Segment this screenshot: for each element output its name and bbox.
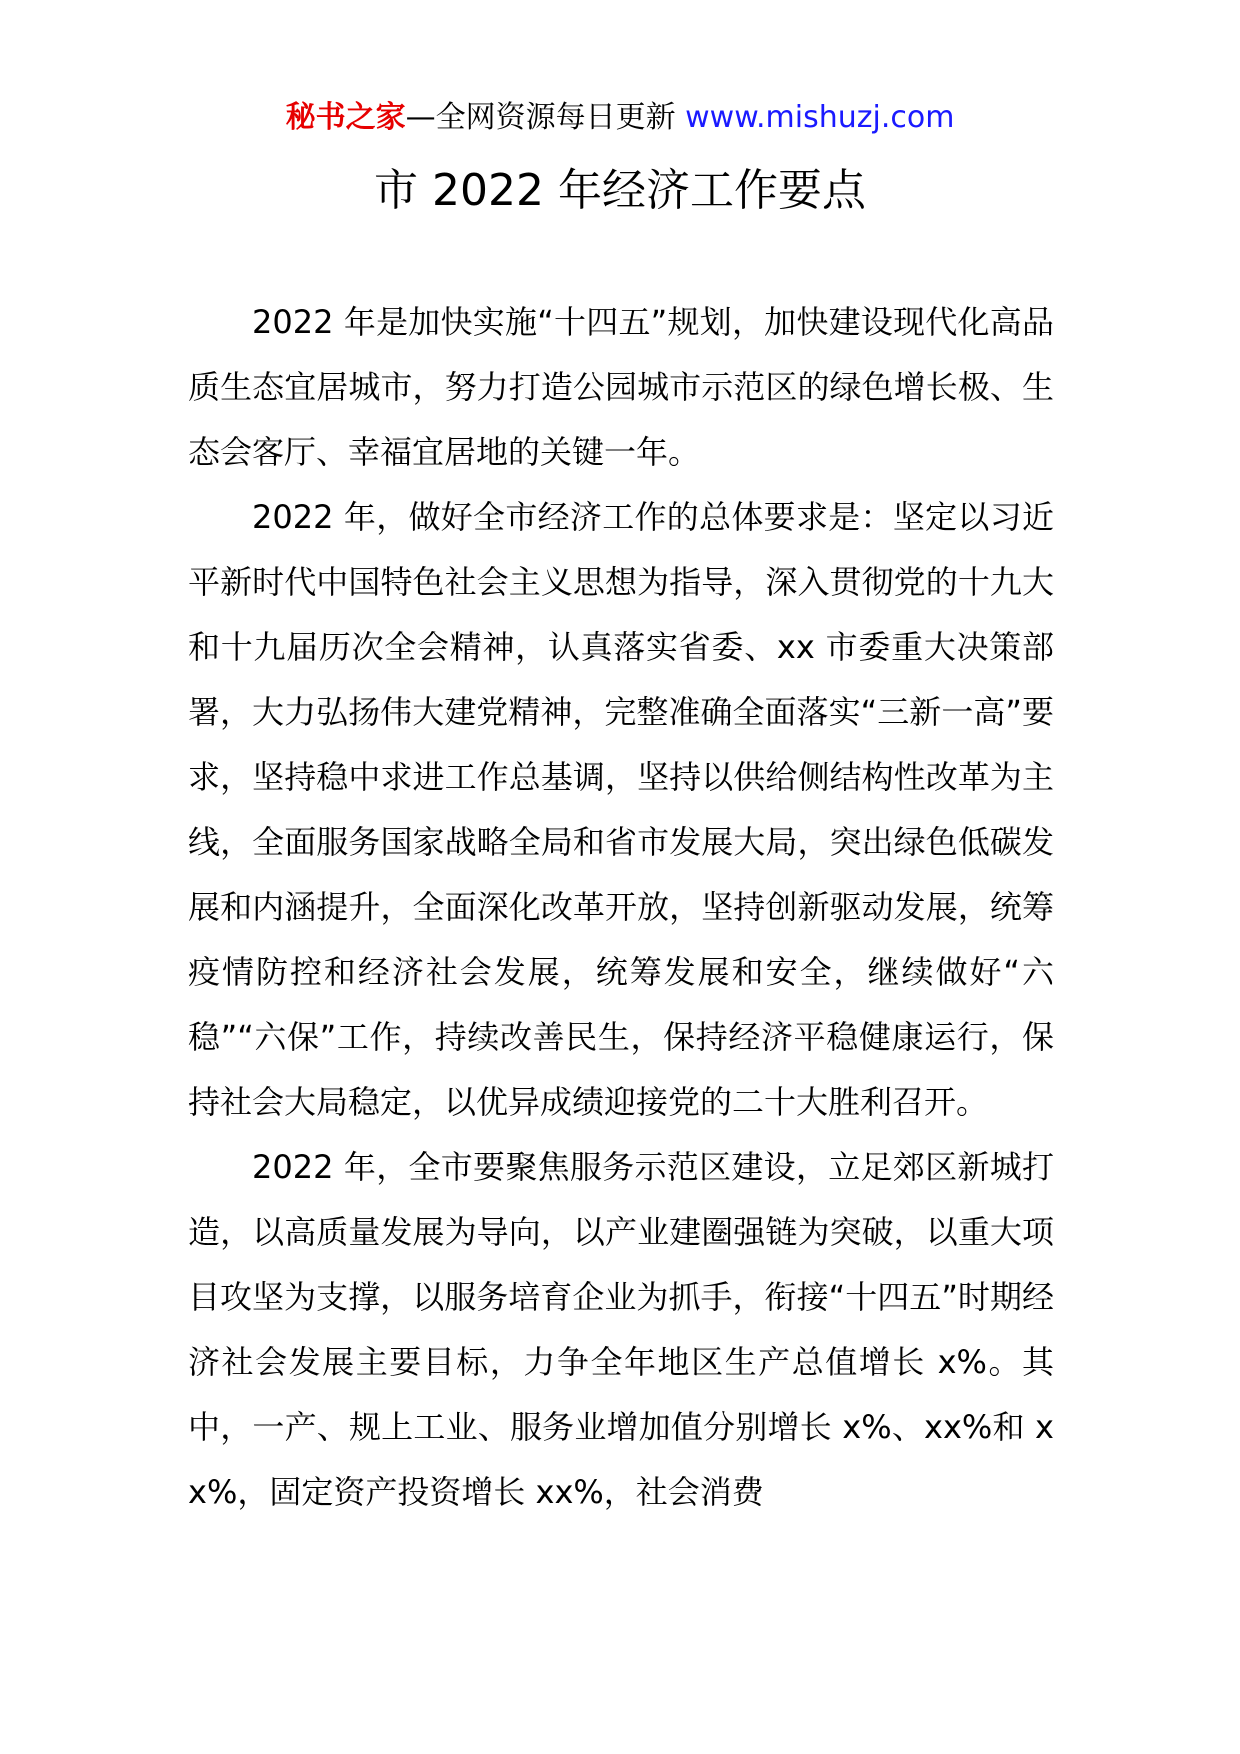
document-title: 市 2022 年经济工作要点 [374,165,866,216]
paragraph-targets: 2022 年，全市要聚焦服务示范区建设，立足郊区新城打造，以高质量发展为导向，以产业建圈强链为突破，以重大项目攻坚为支撑，以服务培育企业为抓手，衔接“十四五”时期经济社会发展主要目标，力争全年地区生产总值增长 x%。其中，一产、规上工业、服务业增加值分别增长 x%、xx%和 xx%，固定资产投资增长 xx%，社会消费 [188,1148,1054,1511]
brand-name: 秘书之家 [285,100,406,135]
site-header [0,98,1240,138]
site-url-link[interactable]: www.mishuzj.com [685,100,955,135]
site-tagline: —全网资源每日更新 [405,100,676,135]
document-body [188,290,1054,1525]
paragraph-intro: 2022 年是加快实施“十四五”规划，加快建设现代化高品质生态宜居城市，努力打造公园城市示范区的绿色增长极、生态会客厅、幸福宜居地的关键一年。 [188,303,1054,471]
paragraph-general-requirements: 2022 年，做好全市经济工作的总体要求是：坚定以习近平新时代中国特色社会主义思想为指导，深入贯彻党的十九大和十九届历次全会精神，认真落实省委、xx 市委重大决策部署，大力弘扬伟大建党精神，完整准确全面落实“三新一高”要求，坚持稳中求进工作总基调，坚持以供给侧结构性改革为主线，全面服务国家战略全局和省市发展大局，突出绿色低碳发展和内涵提升，全面深化改革开放，坚持创新驱动发展，统筹疫情防控和经济社会发展，统筹发展和安全，继续做好“六稳”“六保”工作，持续改善民生，保持经济平稳健康运行，保持社会大局稳定，以优异成绩迎接党的二十大胜利召开。 [188,498,1054,1121]
